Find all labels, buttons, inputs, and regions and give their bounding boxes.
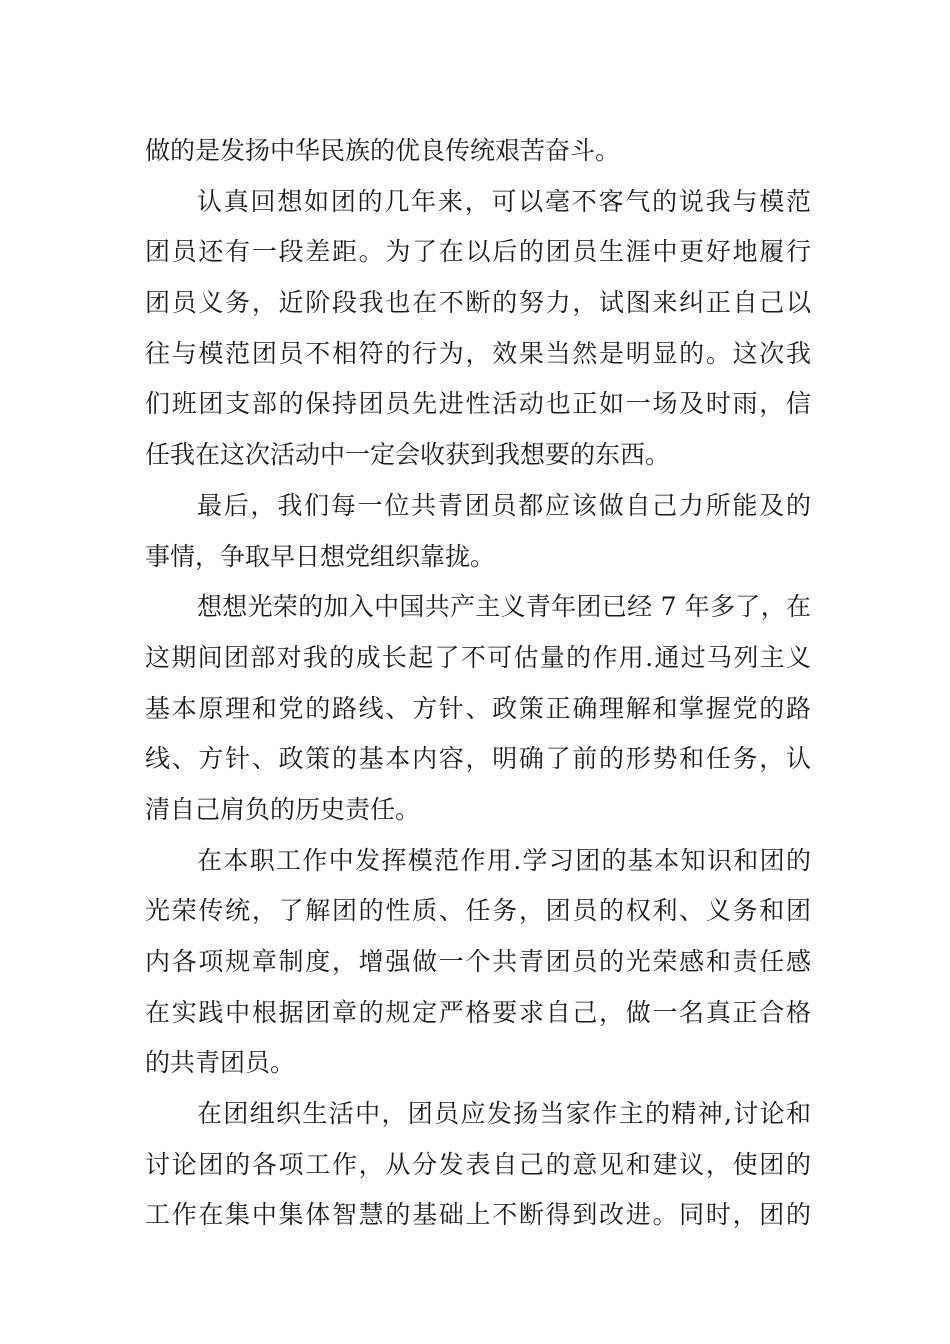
text-line: 线、方针、政策的基本内容，明确了前的形势和任务，认	[145, 744, 811, 774]
paragraph-first-line: 在团组织生活中，团员应发扬当家作主的精神,讨论和	[197, 1099, 811, 1129]
paragraph-first-line: 想想光荣的加入中国共产主义青年团已经 7 年多了，在	[197, 592, 811, 622]
text-line: 的共青团员。	[145, 1048, 296, 1078]
text-line: 在实践中根据团章的规定严格要求自己，做一名真正合格	[145, 997, 811, 1027]
text-line: 清自己肩负的历史责任。	[145, 794, 421, 824]
paragraph-first-line: 在本职工作中发挥模范作用.学习团的基本知识和团的	[197, 845, 811, 875]
text-line: 们班团支部的保持团员先进性活动也正如一场及时雨，信	[145, 389, 811, 419]
text-line: 工作在集中集体智慧的基础上不断得到改进。同时，团的	[145, 1200, 811, 1230]
text-line: 内各项规章制度，增强做一个共青团员的光荣感和责任感	[145, 947, 811, 976]
text-line: 讨论团的各项工作，从分发表自己的意见和建议，使团的	[145, 1149, 811, 1179]
text-line: 团员义务，近阶段我也在不断的努力，试图来纠正自己以	[145, 288, 811, 318]
paragraph-first-line: 最后，我们每一位共青团员都应该做自己力所能及的	[197, 490, 811, 520]
text-line: 事情，争取早日想党组织靠拢。	[145, 541, 496, 571]
text-line: 做的是发扬中华民族的优良传统艰苦奋斗。	[145, 136, 621, 165]
text-line: 团员还有一段差距。为了在以后的团员生涯中更好地履行	[145, 237, 811, 267]
text-line: 往与模范团员不相符的行为，效果当然是明显的。这次我	[145, 338, 811, 368]
paragraph-first-line: 认真回想如团的几年来，可以毫不客气的说我与模范	[197, 186, 811, 216]
document-body	[145, 126, 811, 1241]
text-line: 光荣传统，了解团的性质、任务，团员的权利、义务和团	[145, 896, 811, 926]
text-line: 这期间团部对我的成长起了不可估量的作用.通过马列主义	[145, 642, 811, 672]
text-line: 任我在这次活动中一定会收获到我想要的东西。	[145, 440, 671, 470]
text-line: 基本原理和党的路线、方针、政策正确理解和掌握党的路	[145, 693, 811, 723]
